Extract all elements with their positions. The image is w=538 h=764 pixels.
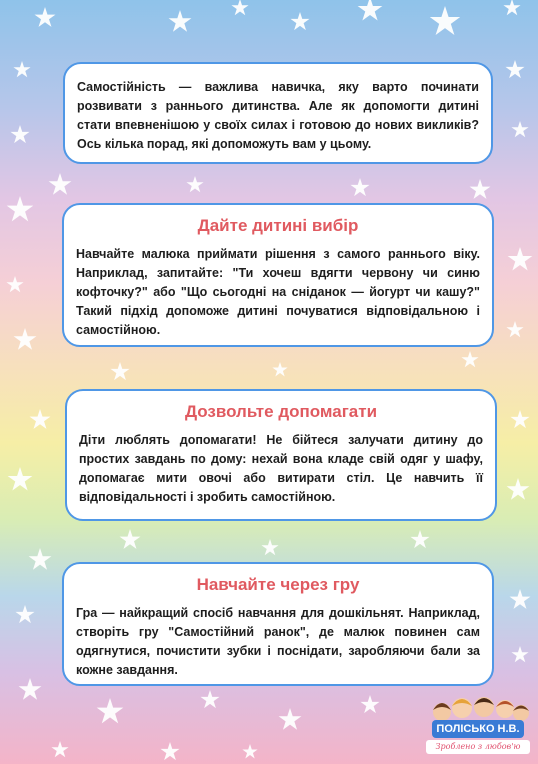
tip-title: Дозвольте допомагати (184, 402, 378, 421)
tip-card-help (65, 389, 497, 521)
tip-text: Гра — найкращий спосіб навчання для дошкільнят. Наприклад, створіть гру "Самостійний ранок", де малюк повинен сам одягнутися, почистити зубки і поснідати, заробляючи бали за кожне завдання. (76, 606, 480, 677)
tip-text: Діти люблять допомагати! Не бійтеся залучати дитину до простих завдань по дому: нехай вона кладе свій одяг у шафу, допомагає мити овочі або витирати стіл. Це навчить її відповідальності і зробить самостійною. (79, 433, 483, 504)
logo-tagline: Зроблено з любов'ю (426, 740, 530, 754)
tip-card-play (62, 562, 494, 686)
logo-author-name: ПОЛІСЬКО Н.В. (432, 720, 524, 738)
tip-title: Дайте дитині вибір (197, 216, 359, 235)
tip-card-choice (62, 203, 494, 347)
children-faces-icon (422, 690, 534, 724)
intro-text: Самостійність — важлива навичка, яку варто починати розвивати з раннього дитинства. Але як допомогти дитині стати впевненішою у своїх силах і готовою до нових викликів? Ось кілька порад, які допоможуть вам у цьому. (77, 80, 479, 151)
tip-title: Навчайте через гру (196, 575, 360, 594)
intro-card (63, 62, 493, 164)
author-logo (422, 690, 534, 760)
tip-text: Навчайте малюка приймати рішення з самого раннього віку. Наприклад, запитайте: "Ти хочеш вдягти червону чи синю кофточку?" або "Що сьогодні на сніданок — йогурт чи кашу?" Такий підхід допоможе дитині почуватися відповідальною і самостійною. (76, 247, 480, 337)
